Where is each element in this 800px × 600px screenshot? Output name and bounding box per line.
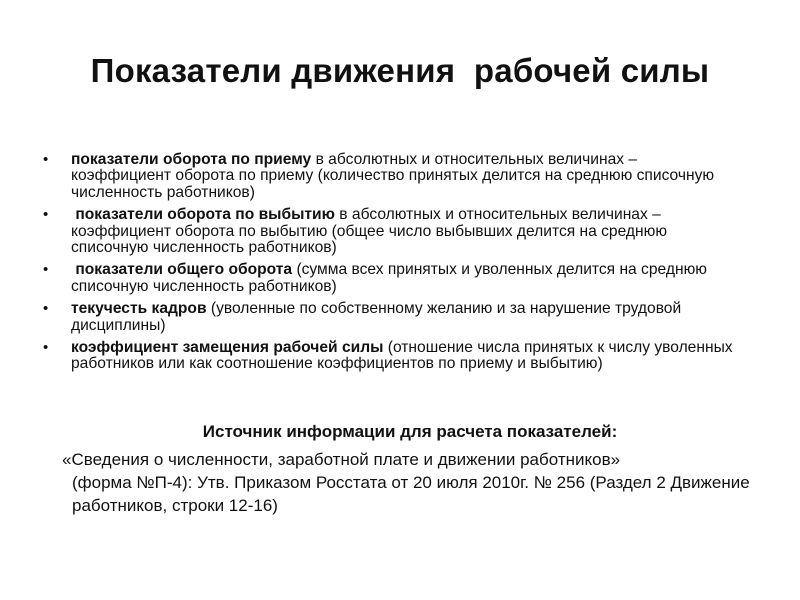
bullet-item-staff-turnover	[40, 301, 740, 334]
slide-title: Показатели движения рабочей силы	[90, 52, 710, 89]
bullet-term: показатели оборота по выбытию	[71, 206, 335, 224]
bullet-dot-icon: •	[43, 300, 49, 318]
bullet-description: (отношение числа принятых к числу уволенных работников или как соотношение коэффициентов по приему и выбытию)	[71, 339, 733, 373]
bullet-item-hiring-turnover	[40, 152, 740, 201]
source-form-details: (форма №П-4): Утв. Приказом Росстата от 20 июля 2010г. № 256 (Раздел 2 Движение работников, строки 12-16)	[72, 473, 750, 515]
bullet-term: показатели оборота по приему	[71, 151, 312, 168]
bullet-dot-icon: •	[43, 151, 49, 168]
bullet-term: показатели общего оборота	[71, 261, 293, 279]
bullet-description: (уволенные по собственному желанию и за нарушение трудовой дисциплины)	[71, 300, 682, 334]
bullet-dot-icon: •	[43, 206, 49, 224]
bullet-item-replacement-coefficient	[40, 340, 740, 373]
bullet-description: в абсолютных и относительных величинах – коэффициент оборота по выбытию (общее число выбывших делится на среднюю списочную численность работников)	[71, 206, 668, 257]
source-heading: Источник информации для расчета показателей:	[202, 422, 618, 441]
source-body	[62, 448, 752, 517]
bullet-description: в абсолютных и относительных величинах – коэффициент оборота по приему (количество принятых делится на среднюю списочную численность работников)	[71, 151, 715, 201]
bullet-item-departure-turnover	[40, 207, 740, 256]
bullet-description: (сумма всех принятых и уволенных делится на среднюю списочную численность работников)	[71, 261, 707, 295]
bullet-item-total-turnover	[40, 262, 740, 295]
bullet-dot-icon: •	[43, 339, 49, 357]
bullet-term: текучесть кадров	[71, 300, 207, 318]
bullet-list	[40, 152, 740, 379]
bullet-dot-icon: •	[43, 261, 49, 279]
bullet-term: коэффициент замещения рабочей силы	[71, 339, 384, 357]
source-form-title: «Сведения о численности, заработной плате и движении работников»	[62, 450, 621, 469]
